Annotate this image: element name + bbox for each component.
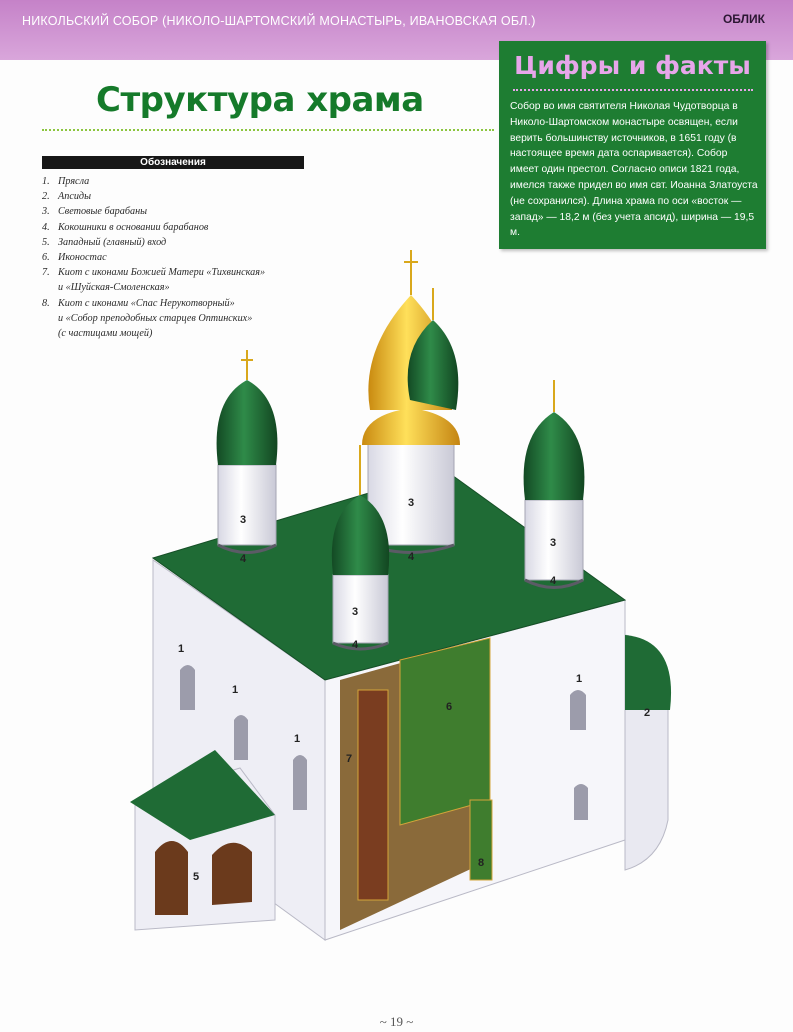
legend-text-continuation: и «Собор преподобных старцев Оптинских»: [58, 312, 253, 324]
label-kiot-left: 7: [346, 753, 353, 765]
legend-number: 4.: [42, 221, 50, 233]
church-cutaway-illustration: [100, 240, 680, 960]
page-number: ~ 19 ~: [379, 1014, 414, 1029]
legend-text: Световые барабаны: [58, 206, 148, 218]
label-piers: 1: [232, 684, 239, 696]
legend-text: Кокошники в основании барабанов: [58, 221, 209, 233]
label-kokoshnik: 4: [550, 575, 557, 587]
legend-item: [42, 204, 312, 219]
window: [574, 784, 588, 820]
facts-box: [499, 41, 766, 249]
label-drum: 3: [550, 537, 557, 549]
label-piers: 1: [178, 643, 185, 655]
legend-text-continuation: (с частицами мощей): [58, 328, 153, 340]
porch-arch-right: [212, 843, 252, 905]
label-kokoshnik: 4: [408, 551, 415, 563]
legend-text: Иконостас: [58, 252, 107, 264]
legend-heading: Обозначения: [42, 156, 304, 169]
legend-item: [42, 174, 312, 189]
label-drum: 3: [240, 514, 247, 526]
window: [570, 690, 586, 730]
label-piers: 1: [294, 733, 301, 745]
legend-text-continuation: и «Шуйская-Смоленская»: [58, 282, 170, 294]
drum-right: [524, 380, 585, 588]
legend-item: [42, 220, 312, 235]
iconostasis: [400, 638, 490, 825]
label-entrance: 5: [193, 871, 200, 883]
label-kokoshnik: 4: [240, 553, 247, 565]
legend-number: 5.: [42, 236, 50, 248]
porch-arch-left: [155, 841, 188, 915]
label-piers: 1: [576, 673, 583, 685]
legend-text: Киот с иконами «Спас Нерукотворный»: [58, 297, 235, 309]
apse-roof: [625, 635, 671, 710]
title-divider: [42, 129, 494, 131]
label-drum: 3: [352, 606, 359, 618]
label-iconostasis: 6: [446, 701, 453, 713]
legend-text: Западный (главный) вход: [58, 236, 167, 248]
facts-divider: [513, 89, 753, 91]
legend-number: 2.: [42, 191, 50, 203]
facts-text: Собор во имя святителя Николая Чудотворца в Николо-Шартомском монастыре освящен, если верить большинству источников, в 1651 году (в настоящее время дата оспаривается). Собор имеет один престол. Согласно описи 1821 года, имелся также придел во имя свт. Иоанна Златоуста (не сохранился). Длина храма по оси «восток — запад» — 18,2 м (без учета апсид), ширина — 19,5 м.: [510, 101, 758, 239]
legend-number: 7.: [42, 267, 50, 279]
legend-number: 6.: [42, 252, 50, 264]
kiot-left: [358, 690, 388, 900]
label-kiot-right: 8: [478, 857, 485, 869]
window: [180, 665, 195, 710]
legend-text: Прясла: [58, 176, 90, 187]
label-kokoshnik: 4: [352, 639, 359, 651]
legend-number: 8.: [42, 297, 50, 309]
label-drum: 3: [408, 497, 415, 509]
category-label: ОБЛИК: [722, 12, 765, 26]
legend-text: Киот с иконами Божией Матери «Тихвинская»: [58, 267, 266, 279]
drum-left: [217, 350, 278, 553]
window: [234, 715, 248, 760]
section-title: НИКОЛЬСКИЙ СОБОР (НИКОЛО-ШАРТОМСКИЙ МОНАСТЫРЬ, ИВАНОВСКАЯ ОБЛ.): [22, 14, 536, 28]
window: [293, 755, 307, 810]
legend-item: [42, 189, 312, 204]
page-title: Структура храма: [96, 80, 424, 120]
legend-number: 3.: [42, 206, 50, 218]
facts-title: Цифры и факты: [514, 51, 751, 80]
label-apse: 2: [644, 707, 651, 719]
legend-text: Апсиды: [58, 191, 91, 203]
legend-number: 1.: [42, 176, 50, 187]
